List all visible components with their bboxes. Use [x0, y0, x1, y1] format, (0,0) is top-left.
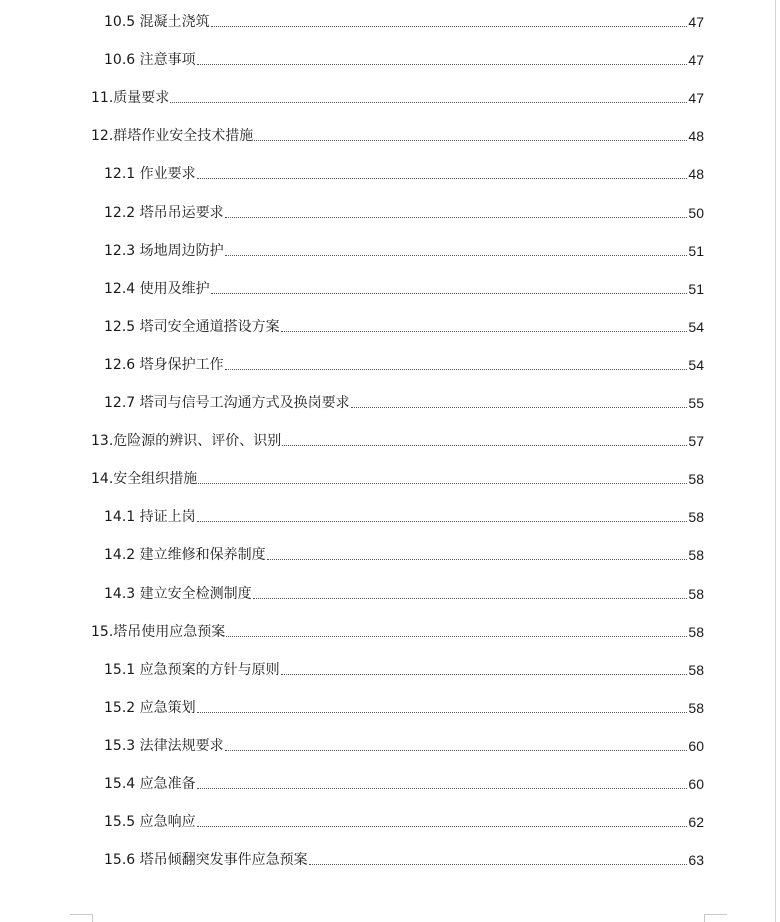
- toc-entry[interactable]: [104, 159, 704, 183]
- toc-entry-page-number: 58: [688, 547, 704, 564]
- toc-entry-page-number: 58: [688, 623, 704, 640]
- toc-entry-page-number: 47: [688, 90, 704, 107]
- toc-entry-title: 11.质量要求: [91, 90, 170, 107]
- toc-entry-page-number: 58: [688, 661, 704, 678]
- toc-entry[interactable]: [104, 807, 704, 831]
- toc-dot-leader: [197, 63, 688, 65]
- toc-entry[interactable]: [91, 617, 704, 641]
- toc-dot-leader: [170, 101, 687, 103]
- toc-entry-page-number: 54: [688, 318, 704, 335]
- toc-entry-title: 10.6 注意事项: [104, 52, 196, 69]
- toc-entry-page-number: 51: [688, 242, 704, 259]
- toc-entry[interactable]: [104, 45, 704, 69]
- toc-entry-page-number: 55: [688, 395, 704, 411]
- toc-entry-page-number: 47: [688, 52, 704, 69]
- toc-dot-leader: [282, 444, 687, 446]
- toc-entry-page-number: 58: [688, 509, 704, 526]
- toc-entry-title: 10.5 混凝土浇筑: [104, 14, 210, 30]
- toc-entry-page-number: 58: [688, 699, 704, 716]
- toc-dot-leader: [197, 711, 688, 713]
- page-corner-mark-right: [704, 914, 727, 922]
- toc-entry-page-number: 58: [688, 471, 704, 488]
- toc-entry-page-number: 48: [688, 128, 704, 145]
- toc-dot-leader: [226, 635, 687, 637]
- toc-entry-title: 14.3 建立安全检测制度: [104, 585, 252, 602]
- toc-dot-leader: [211, 292, 688, 294]
- toc-dot-leader: [211, 25, 688, 27]
- toc-entry[interactable]: [91, 83, 704, 107]
- page-corner-mark-left: [70, 914, 93, 922]
- toc-entry-title: 12.3 场地周边防护: [104, 242, 224, 259]
- toc-entry[interactable]: [104, 274, 704, 298]
- toc-dot-leader: [281, 330, 688, 332]
- toc-dot-leader: [197, 520, 688, 522]
- toc-entry-title: 15.6 塔吊倾翻突发事件应急预案: [104, 852, 308, 869]
- toc-entry-title: 15.3 法律法规要求: [104, 737, 224, 754]
- page-right-edge: [775, 0, 776, 922]
- toc-entry-title: 12.4 使用及维护: [104, 280, 210, 297]
- toc-dot-leader: [351, 406, 688, 408]
- toc-entry-page-number: 48: [688, 166, 704, 183]
- toc-entry[interactable]: [104, 350, 704, 374]
- toc-entry[interactable]: [91, 121, 704, 145]
- toc-entry[interactable]: [91, 464, 704, 488]
- toc-entry[interactable]: [104, 579, 704, 603]
- toc-entry-title: 15.4 应急准备: [104, 776, 196, 792]
- toc-entry[interactable]: [104, 655, 704, 679]
- toc-entry[interactable]: [104, 388, 704, 412]
- toc-dot-leader: [267, 558, 688, 560]
- toc-entry-title: 13.危险源的辨识、评价、识别: [91, 433, 282, 450]
- toc-entry-title: 12.2 塔吊吊运要求: [104, 204, 224, 221]
- toc-entry-page-number: 50: [688, 204, 704, 221]
- toc-dot-leader: [309, 863, 688, 865]
- toc-entry-page-number: 62: [688, 814, 704, 831]
- toc-entry[interactable]: [104, 769, 704, 793]
- toc-entry[interactable]: [91, 426, 704, 450]
- toc-entry[interactable]: [104, 198, 704, 222]
- toc-entry-page-number: 54: [688, 356, 704, 373]
- toc-entry-title: 12.5 塔司安全通道搭设方案: [104, 318, 280, 335]
- toc-dot-leader: [225, 254, 688, 256]
- toc-dot-leader: [281, 673, 688, 675]
- toc-entry-title: 15.塔吊使用应急预案: [91, 623, 226, 640]
- toc-entry-page-number: 51: [688, 280, 704, 297]
- toc-entry-title: 12.1 作业要求: [104, 166, 196, 183]
- toc-dot-leader: [225, 216, 688, 218]
- toc-entry-title: 12.7 塔司与信号工沟通方式及换岗要求: [104, 395, 350, 411]
- toc-dot-leader: [225, 368, 688, 370]
- toc-entry-title: 12.群塔作业安全技术措施: [91, 128, 254, 145]
- toc-dot-leader: [197, 787, 688, 789]
- toc-entry-page-number: 60: [688, 737, 704, 754]
- toc-entry[interactable]: [104, 731, 704, 755]
- toc-entry[interactable]: [104, 502, 704, 526]
- toc-entry-title: 15.5 应急响应: [104, 814, 196, 831]
- toc-entry-title: 15.2 应急策划: [104, 699, 196, 716]
- toc-entry-title: 14.1 持证上岗: [104, 509, 196, 526]
- toc-dot-leader: [198, 482, 687, 484]
- toc-entry-page-number: 58: [688, 585, 704, 602]
- toc-dot-leader: [197, 177, 688, 179]
- toc-entry-page-number: 60: [688, 776, 704, 792]
- toc-dot-leader: [253, 597, 688, 599]
- toc-entry[interactable]: [104, 7, 704, 31]
- toc-entry-title: 14.2 建立维修和保养制度: [104, 547, 266, 564]
- toc-entry[interactable]: [104, 540, 704, 564]
- toc-entry-title: 15.1 应急预案的方针与原则: [104, 661, 280, 678]
- toc-entry-page-number: 63: [688, 852, 704, 869]
- toc-entry-title: 14.安全组织措施: [91, 471, 198, 488]
- toc-entry[interactable]: [104, 312, 704, 336]
- toc-entry[interactable]: [104, 236, 704, 260]
- toc-entry[interactable]: [104, 845, 704, 869]
- toc-entry[interactable]: [104, 693, 704, 717]
- toc-dot-leader: [254, 139, 687, 141]
- toc-dot-leader: [197, 825, 688, 827]
- toc-entry-title: 12.6 塔身保护工作: [104, 356, 224, 373]
- toc-dot-leader: [225, 749, 688, 751]
- toc-entry-page-number: 57: [688, 433, 704, 450]
- toc-entry-page-number: 47: [688, 14, 704, 30]
